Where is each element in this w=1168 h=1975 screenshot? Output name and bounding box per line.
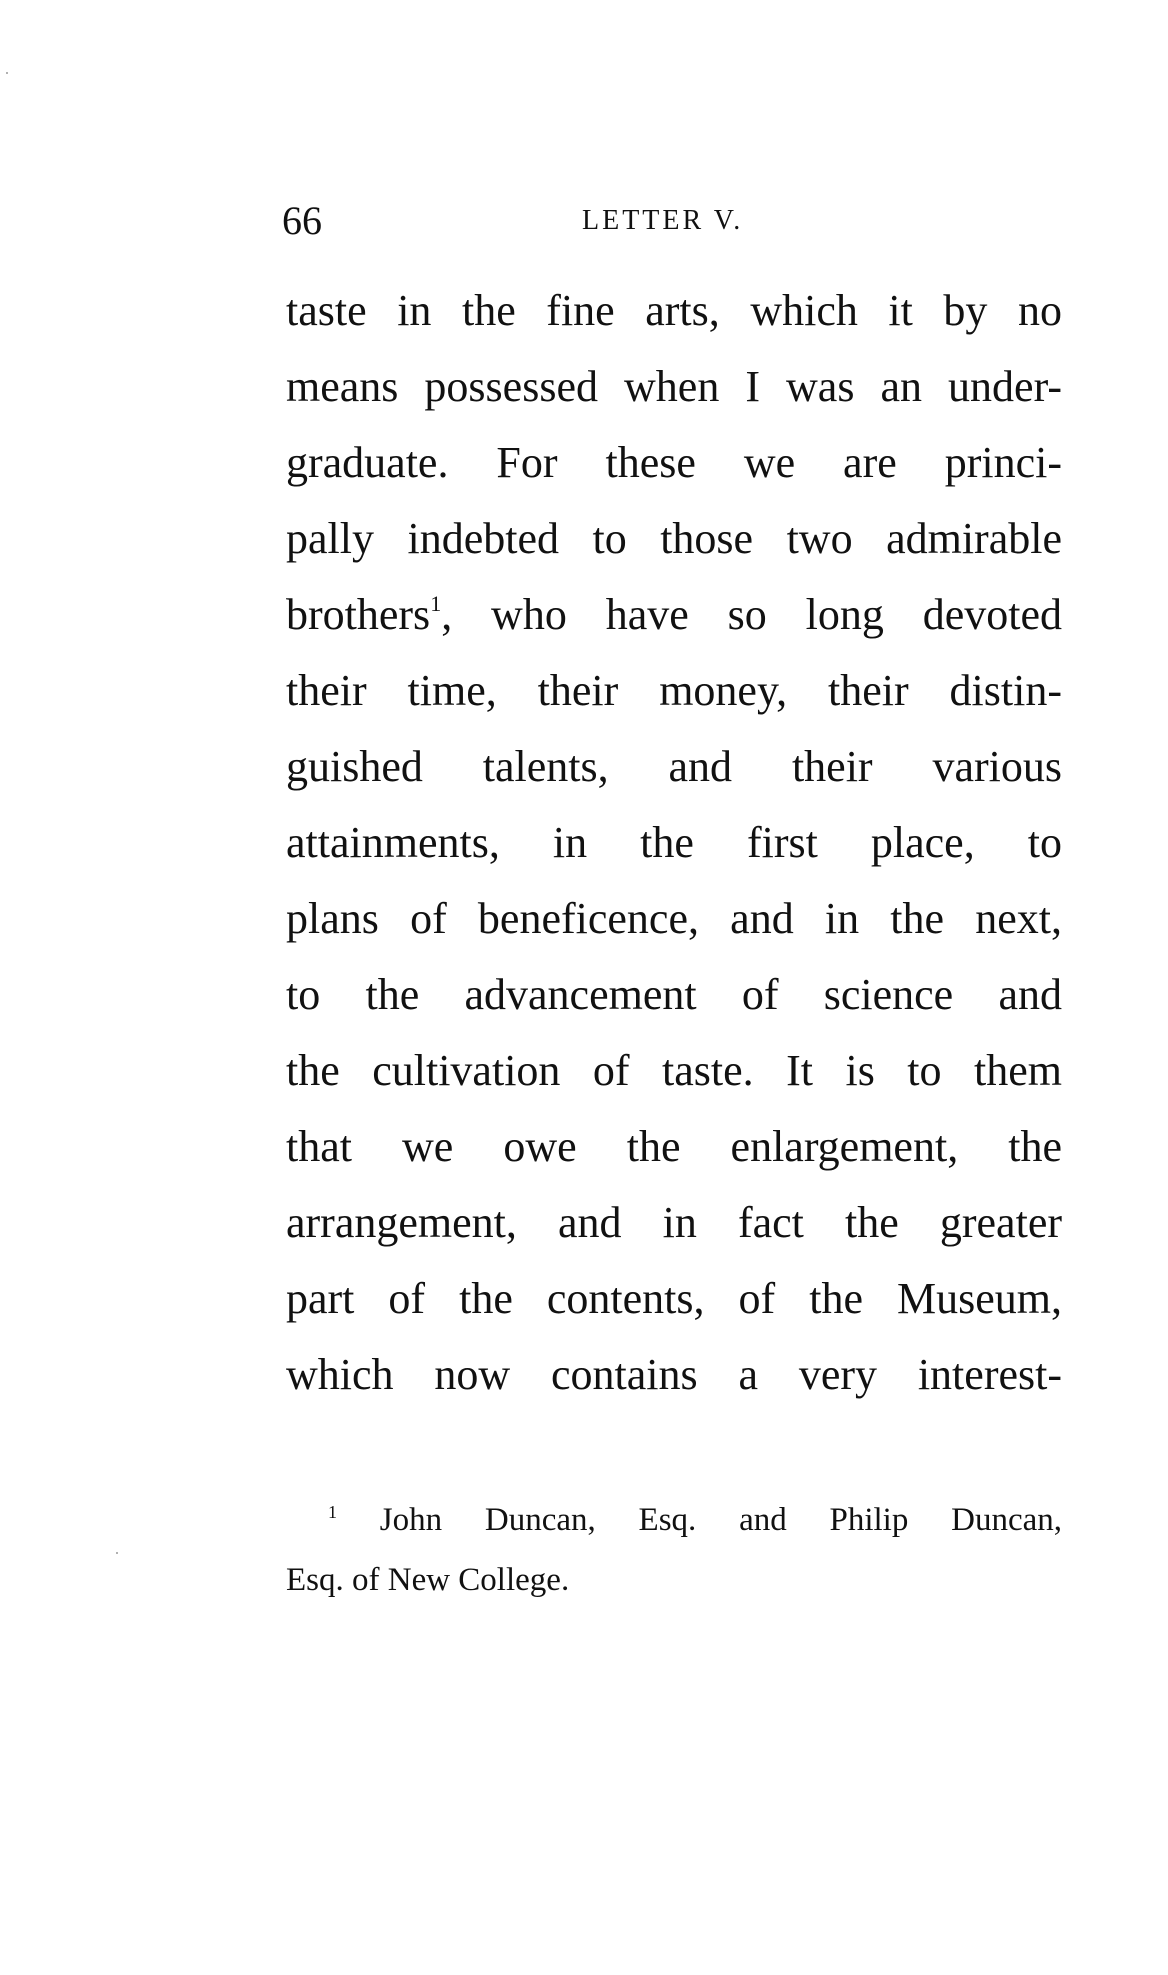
- text-line: their time, their money, their distin-: [286, 666, 1062, 715]
- text-line: the cultivation of taste. It is to them: [286, 1046, 1062, 1095]
- footnote-reference: 1: [430, 591, 442, 616]
- text-line: pally indebted to those two admirable: [286, 514, 1062, 563]
- text-line: plans of beneficence, and in the next,: [286, 894, 1062, 943]
- running-head: LETTER V.: [582, 205, 744, 236]
- footnote: [286, 1490, 1062, 1610]
- footnote-text: John Duncan, Esq. and Philip Duncan,: [379, 1502, 1062, 1538]
- paper-speck: [116, 1552, 118, 1554]
- body-text: [286, 273, 1062, 1413]
- footnote-line: Esq. of New College.: [286, 1562, 570, 1598]
- text-line: attainments, in the first place, to: [286, 818, 1062, 867]
- text-line: that we owe the enlargement, the: [286, 1122, 1062, 1171]
- page-header: [282, 196, 1062, 246]
- text-fragment: brothers: [286, 590, 431, 639]
- text-line-with-footnote-ref: [286, 577, 1062, 653]
- footnote-marker: 1: [328, 1502, 337, 1522]
- text-line: guished talents, and their various: [286, 742, 1062, 791]
- paper-speck: [6, 72, 8, 74]
- text-line: graduate. For these we are princi-: [286, 438, 1062, 487]
- text-line: part of the contents, of the Museum,: [286, 1274, 1062, 1323]
- text-line: means possessed when I was an under-: [286, 362, 1062, 411]
- text-line: arrangement, and in fact the greater: [286, 1198, 1062, 1247]
- page-number: 66: [282, 198, 322, 243]
- text-line: taste in the fine arts, which it by no: [286, 286, 1062, 335]
- footnote-line: [286, 1490, 1062, 1550]
- text-fragment: , who have so long devoted: [441, 590, 1062, 639]
- text-line: to the advancement of science and: [286, 970, 1062, 1019]
- text-line: which now contains a very interest-: [286, 1350, 1062, 1399]
